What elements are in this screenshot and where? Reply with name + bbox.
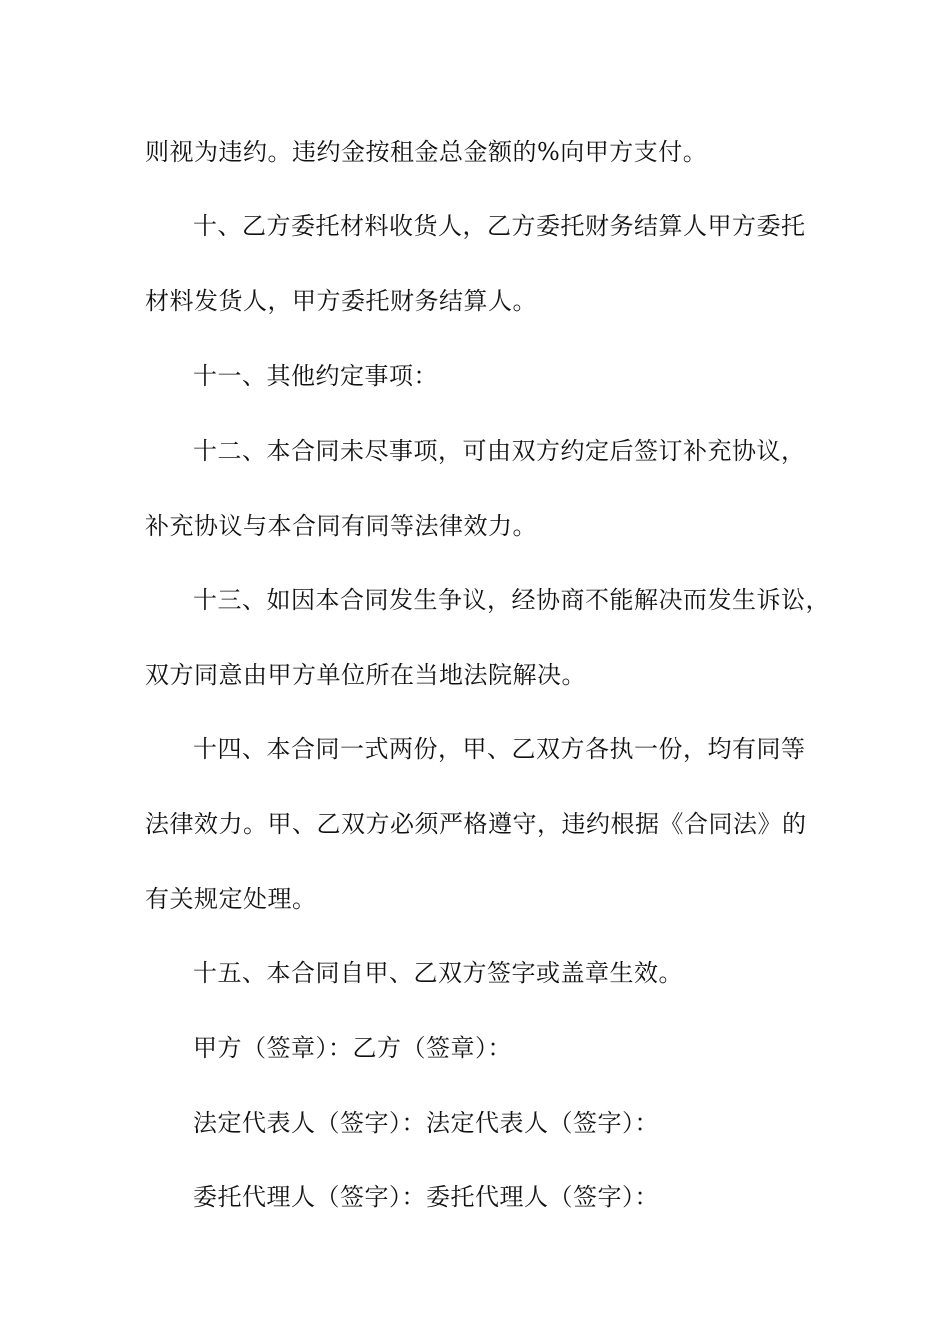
text-line-6: 补充协议与本合同有同等法律效力。: [145, 512, 537, 540]
signature-line-agent: 委托代理人（签字）：委托代理人（签字）：: [193, 1183, 659, 1211]
signature-line-parties: 甲方（签章）：乙方（签章）：: [193, 1034, 512, 1062]
text-line-2: 十、乙方委托材料收货人，乙方委托财务结算人甲方委托: [193, 212, 806, 240]
text-line-5: 十二、本合同未尽事项，可由双方约定后签订补充协议，: [193, 437, 806, 465]
text-line-8: 双方同意由甲方单位所在当地法院解决。: [145, 661, 586, 689]
text-line-1: 则视为违约。违约金按租金总金额的%向甲方支付。: [145, 138, 708, 166]
text-line-7: 十三、如因本合同发生争议，经协商不能解决而发生诉讼，: [193, 586, 830, 614]
text-line-3: 材料发货人，甲方委托财务结算人。: [145, 287, 537, 315]
text-line-11: 有关规定处理。: [145, 885, 317, 913]
text-line-9: 十四、本合同一式两份，甲、乙双方各执一份，均有同等: [193, 735, 806, 763]
text-line-12: 十五、本合同自甲、乙双方签字或盖章生效。: [193, 959, 683, 987]
text-line-10: 法律效力。甲、乙双方必须严格遵守，违约根据《合同法》的: [145, 810, 807, 838]
text-line-4: 十一、其他约定事项：: [193, 362, 438, 390]
signature-line-legal-rep: 法定代表人（签字）：法定代表人（签字）：: [193, 1109, 659, 1137]
